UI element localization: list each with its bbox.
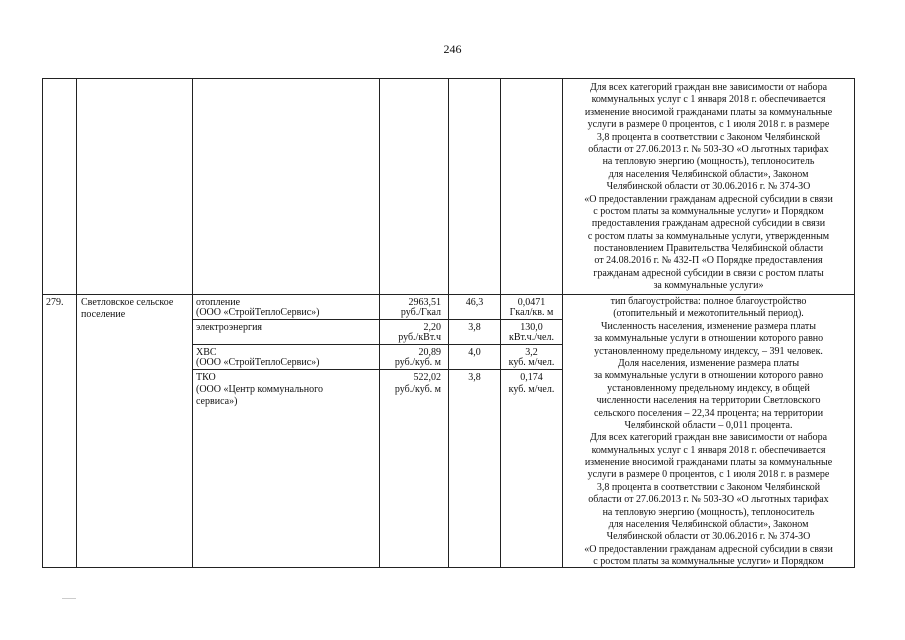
norm-value: 0,0471 <box>517 297 546 308</box>
tariff-index: 46,3 <box>465 297 484 308</box>
service-name: ТКО <box>196 372 216 383</box>
tariff-value: 2963,51 <box>408 297 441 308</box>
service-provider: сервиса») <box>196 396 238 407</box>
row-number: 279. <box>46 297 64 308</box>
norm-value: 0,174 <box>520 372 543 383</box>
note-line: за коммунальные услуги в отношении которого равно <box>593 333 824 345</box>
note-line: с ростом платы за коммунальные услуги» и Порядком <box>593 205 824 217</box>
table-border-right <box>854 78 855 568</box>
note-line: коммунальных услуг с 1 января 2018 г. обеспечивается <box>591 444 826 456</box>
tariff-value: 2,20 <box>423 322 441 333</box>
note-line: для населения Челябинской области», Законом <box>608 519 809 531</box>
note-line: для населения Челябинской области», Законом <box>608 168 809 180</box>
row-note <box>563 296 854 569</box>
note-line: Челябинской области от 30.06.2016 г. № 374-ЗО <box>606 181 811 193</box>
note-line: Доля населения, изменение размера платы <box>617 357 800 369</box>
note-line: «О предоставлении гражданам адресной субсидии в связи <box>584 193 833 205</box>
norm-value: 3,2 <box>525 347 538 358</box>
note-line: услуги в размере 0 процентов, с 1 июля 2018 г. в размере <box>587 469 830 481</box>
note-line: 3,8 процента в соответствии с Законом Челябинской <box>596 131 821 143</box>
tariff-table <box>42 78 855 568</box>
service-name: ХВС <box>196 347 217 358</box>
note-line: услуги в размере 0 процентов, с 1 июля 2018 г. в размере <box>587 119 830 131</box>
note-line: (отопительный и межотопительный период). <box>613 308 804 320</box>
tariff-unit: руб./куб. м <box>394 357 441 368</box>
page-number: 246 <box>443 42 462 56</box>
note-line: постановлением Правительства Челябинской области <box>593 243 824 255</box>
note-line: предоставления гражданам адресной субсидии в связи <box>591 218 826 230</box>
scan-artifact <box>62 598 76 599</box>
norm-value: 130,0 <box>520 322 543 333</box>
service-row-divider <box>192 319 562 320</box>
note-line: с ростом платы за коммунальные услуги, утвержденным <box>587 230 830 242</box>
note-line: на тепловую энергию (мощность), теплоноситель <box>602 506 815 518</box>
note-line: Для всех категорий граждан вне зависимости от набора <box>589 432 828 444</box>
norm-unit: куб. м/чел. <box>508 384 555 395</box>
note-line: Для всех категорий граждан вне зависимости от набора <box>589 82 828 93</box>
note-line: изменение вносимой гражданами платы за коммунальные <box>584 457 833 469</box>
note-line: коммунальных услуг с 1 января 2018 г. обеспечивается <box>591 94 826 106</box>
service-row-divider <box>192 369 562 370</box>
column-divider <box>76 78 77 568</box>
norm-unit: Гкал/кв. м <box>509 307 554 318</box>
note-line: гражданам адресной субсидии в связи с ростом платы <box>593 267 824 279</box>
note-line: области от 27.06.2013 г. № 503-ЗО «О льготных тарифах <box>588 143 829 155</box>
note-line: за коммунальные услуги в отношении которого равно <box>593 370 824 382</box>
note-line: тип благоустройства: полное благоустройство <box>610 296 807 307</box>
service-provider: (ООО «СтройТеплоСервис») <box>196 307 320 318</box>
row-divider <box>42 294 855 295</box>
service-provider: (ООО «Центр коммунального <box>196 384 323 395</box>
note-line: за коммунальные услуги» <box>653 280 764 292</box>
note-line: 3,8 процента в соответствии с Законом Челябинской <box>596 481 821 493</box>
tariff-value: 20,89 <box>418 347 441 358</box>
note-line: «О предоставлении гражданам адресной субсидии в связи <box>584 543 833 555</box>
column-divider <box>192 78 193 568</box>
note-line: установленному предельному индексу, в общей <box>607 382 810 394</box>
tariff-index: 3,8 <box>468 322 481 333</box>
service-name: отопление <box>196 297 241 308</box>
note-line: установленному предельному индексу, – 391 человек. <box>594 345 823 357</box>
settlement-name: поселение <box>81 309 126 320</box>
service-row-divider <box>192 344 562 345</box>
tariff-unit: руб./кВт.ч <box>398 332 441 343</box>
note-line: на тепловую энергию (мощность), теплоноситель <box>602 156 815 168</box>
note-line: от 24.08.2016 г. № 432-П «О Порядке предоставления <box>594 255 823 267</box>
note-line: с ростом платы за коммунальные услуги» и Порядком <box>593 556 824 568</box>
note-line: изменение вносимой гражданами платы за коммунальные <box>584 106 833 118</box>
note-line: Челябинской области от 30.06.2016 г. № 374-ЗО <box>606 531 811 543</box>
tariff-value: 522,02 <box>413 372 441 383</box>
previous-row-note <box>563 82 854 293</box>
note-line: области от 27.06.2013 г. № 503-ЗО «О льготных тарифах <box>588 494 829 506</box>
note-line: численности населения на территории Светловского <box>596 395 821 407</box>
tariff-index: 4,0 <box>468 347 481 358</box>
note-line: Челябинской области – 0,011 процента. <box>624 419 793 431</box>
service-name: электроэнергия <box>196 322 263 333</box>
tariff-unit: руб./Гкал <box>400 307 441 318</box>
norm-unit: кВт.ч./чел. <box>509 332 554 343</box>
settlement-name: Светловское сельское <box>81 297 174 308</box>
tariff-unit: руб./куб. м <box>394 384 441 395</box>
service-provider: (ООО «СтройТеплоСервис») <box>196 357 320 368</box>
table-border-left <box>42 78 43 568</box>
note-line: сельского поселения – 22,34 процента; на территории <box>593 407 824 419</box>
norm-unit: куб. м/чел. <box>508 357 555 368</box>
table-border-top <box>42 78 855 79</box>
note-line: Численность населения, изменение размера платы <box>601 320 816 332</box>
tariff-index: 3,8 <box>468 372 481 383</box>
